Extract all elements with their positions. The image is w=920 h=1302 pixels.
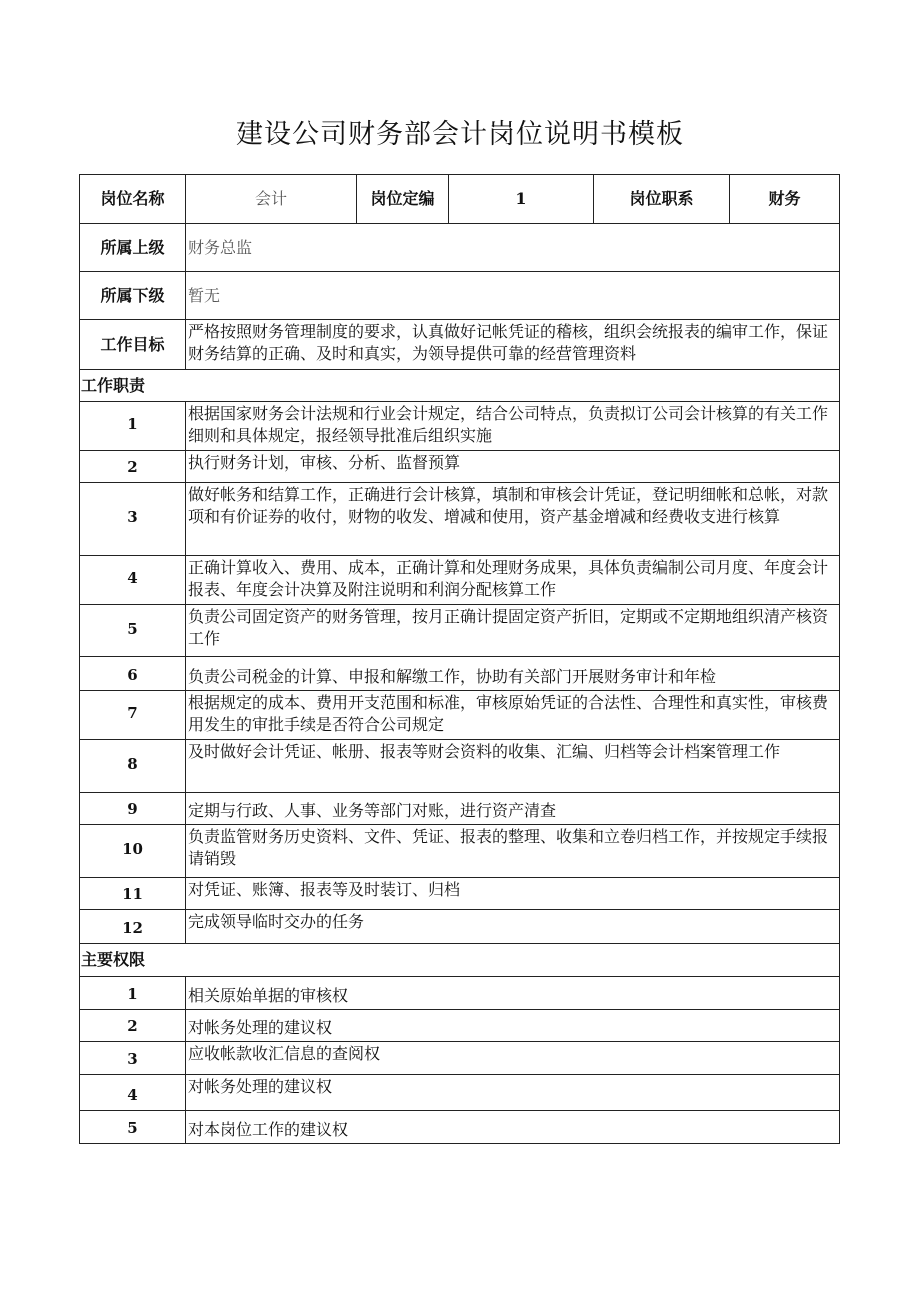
- table-row: [80, 657, 840, 691]
- duty-text: 定期与行政、人事、业务等部门对账，进行资产清查: [186, 793, 840, 825]
- goal-row: [80, 320, 840, 370]
- series-value: 财务: [730, 175, 840, 224]
- table-row: [80, 910, 840, 944]
- power-number: 4: [80, 1075, 186, 1111]
- post-name-value: 会计: [186, 175, 357, 224]
- table-row: [80, 793, 840, 825]
- table-row: [80, 691, 840, 740]
- table-row: [80, 1042, 840, 1075]
- table-row: [80, 825, 840, 878]
- table-row: [80, 878, 840, 910]
- duty-text: 正确计算收入、费用、成本，正确计算和处理财务成果，具体负责编制公司月度、年度会计报表、年度会计决算及附注说明和利润分配核算工作: [186, 556, 840, 605]
- quota-value: 1: [449, 175, 594, 224]
- duty-text: 执行财务计划，审核、分析、监督预算: [186, 451, 840, 483]
- duty-text: 负责公司固定资产的财务管理，按月正确计提固定资产折旧，定期或不定期地组织清产核资工作: [186, 605, 840, 657]
- duty-text: 对凭证、账簿、报表等及时装订、归档: [186, 878, 840, 910]
- superior-label: 所属上级: [80, 224, 186, 272]
- powers-section-row: [80, 944, 840, 977]
- duty-number: 4: [80, 556, 186, 605]
- power-number: 2: [80, 1010, 186, 1042]
- power-number: 3: [80, 1042, 186, 1075]
- duty-number: 6: [80, 657, 186, 691]
- table-row: [80, 740, 840, 793]
- table-row: [80, 451, 840, 483]
- power-number: 5: [80, 1111, 186, 1144]
- post-name-label: 岗位名称: [80, 175, 186, 224]
- table-row: [80, 483, 840, 556]
- subordinate-row: [80, 272, 840, 320]
- header-row: [80, 175, 840, 224]
- power-text: 相关原始单据的审核权: [186, 977, 840, 1010]
- power-number: 1: [80, 977, 186, 1010]
- duty-text: 负责监管财务历史资料、文件、凭证、报表的整理、收集和立卷归档工作，并按规定手续报请销毁: [186, 825, 840, 878]
- document-title: 建设公司财务部会计岗位说明书模板: [236, 119, 684, 150]
- duty-number: 9: [80, 793, 186, 825]
- table-row: [80, 1010, 840, 1042]
- duty-number: 8: [80, 740, 186, 793]
- duty-number: 3: [80, 483, 186, 556]
- duty-number: 1: [80, 402, 186, 451]
- power-text: 对本岗位工作的建议权: [186, 1111, 840, 1144]
- duty-text: 及时做好会计凭证、帐册、报表等财会资料的收集、汇编、归档等会计档案管理工作: [186, 740, 840, 793]
- duty-text: 根据国家财务会计法规和行业会计规定，结合公司特点，负责拟订公司会计核算的有关工作细则和具体规定，报经领导批准后组织实施: [186, 402, 840, 451]
- table-row: [80, 402, 840, 451]
- superior-row: [80, 224, 840, 272]
- duties-section-label: 工作职责: [80, 370, 840, 402]
- duties-section-row: [80, 370, 840, 402]
- goal-value: 严格按照财务管理制度的要求，认真做好记帐凭证的稽核，组织会统报表的编审工作，保证财务结算的正确、及时和真实，为领导提供可靠的经营管理资料: [186, 320, 840, 370]
- power-text: 对帐务处理的建议权: [186, 1010, 840, 1042]
- duty-number: 2: [80, 451, 186, 483]
- duty-number: 7: [80, 691, 186, 740]
- table-row: [80, 977, 840, 1010]
- table-row: [80, 1111, 840, 1144]
- powers-section-label: 主要权限: [80, 944, 840, 977]
- table-row: [80, 605, 840, 657]
- duty-number: 11: [80, 878, 186, 910]
- duty-number: 10: [80, 825, 186, 878]
- duty-text: 完成领导临时交办的任务: [186, 910, 840, 944]
- job-description-table: [79, 174, 840, 1144]
- superior-value: 财务总监: [186, 224, 840, 272]
- subordinate-label: 所属下级: [80, 272, 186, 320]
- power-text: 对帐务处理的建议权: [186, 1075, 840, 1111]
- duty-text: 负责公司税金的计算、申报和解缴工作，协助有关部门开展财务审计和年检: [186, 657, 840, 691]
- duty-text: 根据规定的成本、费用开支范围和标准，审核原始凭证的合法性、合理性和真实性，审核费用发生的审批手续是否符合公司规定: [186, 691, 840, 740]
- table-row: [80, 1075, 840, 1111]
- subordinate-value: 暂无: [186, 272, 840, 320]
- quota-label: 岗位定编: [357, 175, 449, 224]
- duty-number: 5: [80, 605, 186, 657]
- series-label: 岗位职系: [594, 175, 730, 224]
- duty-number: 12: [80, 910, 186, 944]
- table-row: [80, 556, 840, 605]
- goal-label: 工作目标: [80, 320, 186, 370]
- power-text: 应收帐款收汇信息的查阅权: [186, 1042, 840, 1075]
- duty-text: 做好帐务和结算工作，正确进行会计核算，填制和审核会计凭证，登记明细帐和总帐，对款项和有价证券的收付，财物的收发、增减和使用，资产基金增减和经费收支进行核算: [186, 483, 840, 556]
